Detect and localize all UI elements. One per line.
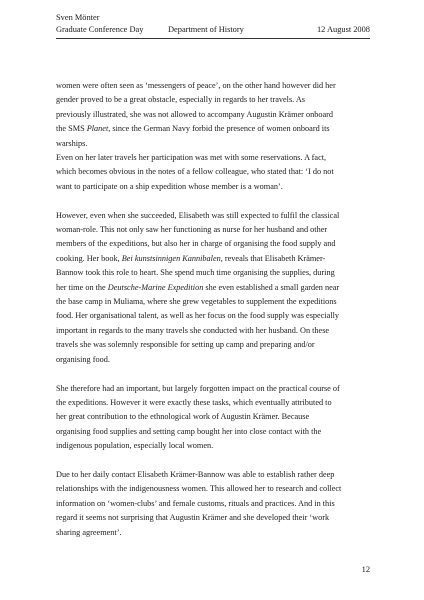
text-line: the expeditions. However it were exactly these tasks, which eventually attributed to — [56, 397, 332, 407]
text-line: regard it seems not surprising that Augustin Krämer and she developed their ‘work — [56, 513, 330, 523]
italic-title: Planet — [86, 124, 109, 134]
text-line: her time on the Deutsche-Marine Expedition she even established a small garden near — [56, 282, 340, 292]
text-line: Even on her later travels her participation was met with some reservations. A fact, — [56, 153, 327, 163]
conference-name: Graduate Conference Day — [56, 25, 144, 34]
page-header — [56, 12, 370, 36]
text-line: women were often seen as ‘messengers of peace’, on the other hand however did her — [56, 81, 336, 90]
department-name: Department of History — [168, 25, 244, 34]
text-line: members of the expeditions, but also her in charge of organising the food supply and — [56, 239, 336, 249]
body-text — [56, 79, 362, 540]
text-line: important in regards to the many travels she conducted with her husband. On these — [56, 325, 330, 335]
text-line: information on ‘women-clubs’ and female customs, rituals and practices. And in this — [56, 498, 335, 508]
text-line: organising food supplies and setting camp bought her into close contact with the — [56, 426, 322, 436]
text-line: the base camp in Muliama, where she grew vegetables to supplement the expeditions — [56, 297, 337, 307]
text-line: travels she was solemnly responsible for setting up camp and preparing and/or — [56, 340, 315, 350]
text-line: Bannow took this role to heart. She spend much time organising the supplies, during — [56, 268, 335, 278]
text-line: relationships with the indigenousness women. This allowed her to research and collect — [56, 484, 342, 494]
header-rule — [56, 38, 370, 39]
text-line: Due to her daily contact Elisabeth Krämer-Bannow was able to establish rather deep — [56, 469, 335, 479]
text-line: food. Her organisational talent, as well as her focus on the food supply was especially — [56, 311, 340, 321]
text-line: which becomes obvious in the notes of a fellow colleague, who stated that: ‘I do not — [56, 167, 334, 177]
page-number: 12 — [361, 565, 370, 574]
text-line: gender proved to be a great obstacle, especially in regards to her travels. As — [56, 95, 306, 105]
text-line: organising food. — [56, 354, 110, 364]
header-info-row — [56, 24, 370, 36]
text-line: indigenous population, especially local women. — [56, 441, 214, 451]
paragraph-gap — [56, 454, 362, 468]
text-line: She therefore had an important, but largely forgotten impact on the practical course of — [56, 383, 340, 393]
author-name: Sven Mönter — [56, 13, 100, 22]
text-line: woman-role. This not only saw her functioning as nurse for her husband and other — [56, 225, 328, 235]
italic-title: Deutsche-Marine Expedition — [107, 282, 204, 292]
text-line: sharing agreement’. — [56, 527, 122, 537]
header-date: 12 August 2008 — [316, 25, 370, 34]
text-line: previously illustrated, she was not allowed to accompany Augustin Krämer onboard — [56, 109, 333, 119]
paragraph-gap — [56, 194, 362, 208]
italic-title: Bei kunstsinnigen Kannibalen — [121, 253, 221, 263]
text-line: warships. — [56, 138, 88, 148]
text-line: However, even when she succeeded, Elisabeth was still expected to fulfil the classical — [56, 210, 340, 220]
header-author-row — [56, 12, 370, 24]
text-line: cooking. Her book, Bei kunstsinnigen Kannibalen, reveals that Elisabeth Krämer- — [56, 253, 326, 263]
text-line: her great contribution to the ethnological work of Augustin Krämer. Because — [56, 412, 310, 422]
paragraph-gap — [56, 367, 362, 381]
text-line: the SMS Planet, since the German Navy forbid the presence of women onboard its — [56, 124, 330, 134]
text-line: want to participate on a ship expedition whose member is a woman’. — [56, 181, 283, 191]
